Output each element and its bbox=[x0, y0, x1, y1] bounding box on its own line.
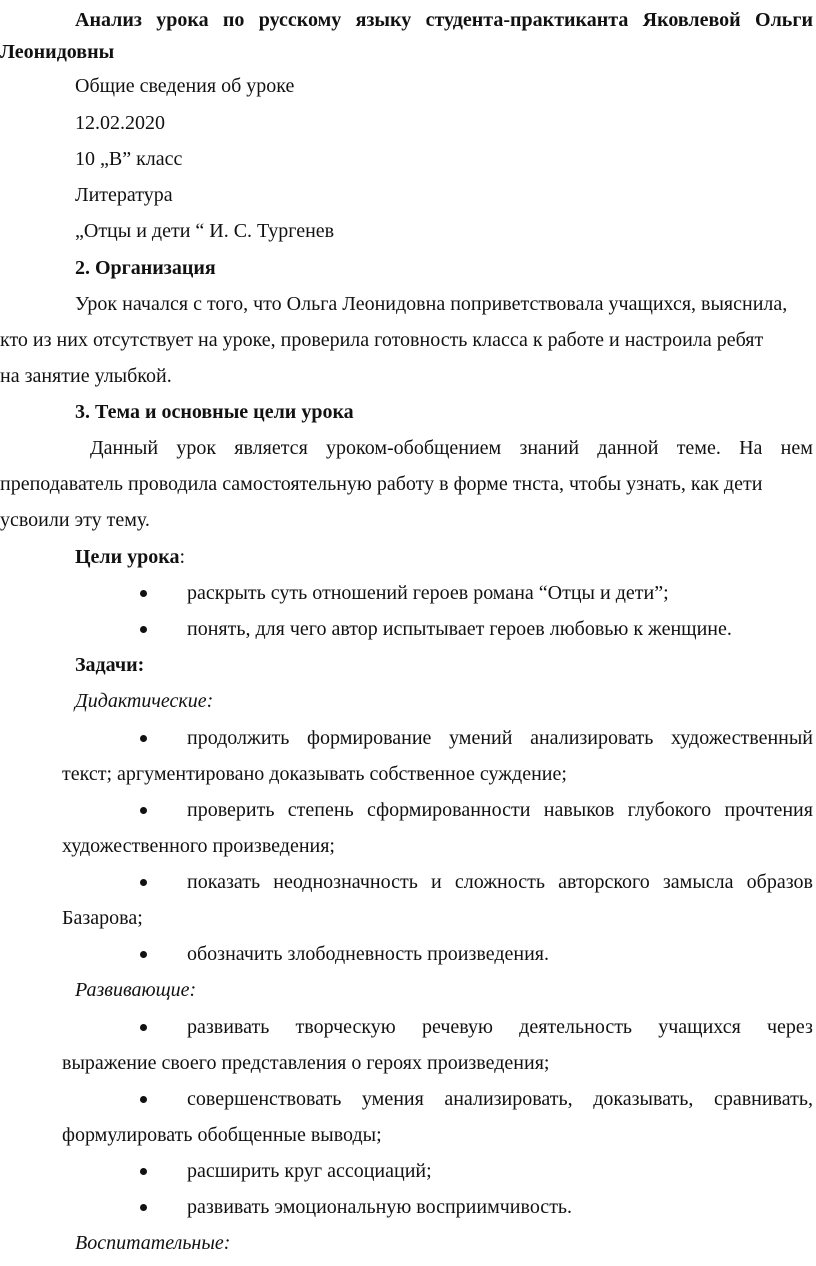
word: показать bbox=[187, 871, 261, 893]
word: данной bbox=[597, 437, 659, 459]
word: сформированности bbox=[367, 799, 531, 821]
didactic-item-3-line1 bbox=[187, 870, 813, 894]
word: продолжить bbox=[187, 727, 290, 749]
lesson-class: 10 „В” класс bbox=[75, 148, 183, 170]
bullet-icon bbox=[140, 1168, 147, 1175]
word: нем bbox=[780, 437, 813, 459]
word: доказывать, bbox=[593, 1088, 694, 1110]
developing-item-1-line1 bbox=[187, 1015, 813, 1039]
word: формирование bbox=[307, 727, 432, 749]
section3-heading: 3. Тема и основные цели урока bbox=[75, 401, 354, 423]
word: неоднозначность bbox=[273, 871, 418, 893]
word: авторского bbox=[558, 871, 650, 893]
educational-heading: Воспитательные: bbox=[75, 1232, 231, 1254]
word: совершенствовать bbox=[187, 1088, 342, 1110]
word: На bbox=[739, 437, 763, 459]
word: образов bbox=[746, 871, 813, 893]
goals-colon: : bbox=[179, 546, 186, 568]
goals-label: Цели урока bbox=[75, 546, 180, 568]
didactic-item-4-line1: обозначить злободневность произведения. bbox=[187, 943, 550, 965]
developing-item-1-line2: выражение своего представления о героях произведения; bbox=[62, 1052, 550, 1074]
didactic-item-2-line1 bbox=[187, 798, 813, 822]
word: урока bbox=[156, 9, 209, 31]
developing-item-3-line1: расширить круг ассоциаций; bbox=[187, 1160, 432, 1182]
bullet-icon bbox=[140, 1096, 147, 1103]
theme-para-line1 bbox=[90, 436, 813, 460]
word: сложность bbox=[454, 871, 545, 893]
word: и bbox=[431, 871, 442, 893]
word: Анализ bbox=[75, 9, 142, 31]
word: теме. bbox=[676, 437, 721, 459]
word: умений bbox=[449, 727, 513, 749]
developing-item-2-line2: формулировать обобщенные выводы; bbox=[62, 1124, 382, 1146]
word: прочтения bbox=[724, 799, 813, 821]
word: замысла bbox=[662, 871, 734, 893]
word: проверить bbox=[187, 799, 275, 821]
word: студента-практиканта bbox=[425, 9, 629, 31]
word: по bbox=[222, 9, 245, 31]
word: анализировать bbox=[530, 727, 654, 749]
developing-heading: Развивающие: bbox=[75, 979, 197, 1001]
word: учащихся bbox=[658, 1016, 741, 1038]
word: знаний bbox=[519, 437, 580, 459]
lesson-date: 12.02.2020 bbox=[75, 112, 165, 134]
word: деятельность bbox=[519, 1016, 633, 1038]
document-title-line1 bbox=[75, 8, 813, 32]
word: развивать bbox=[187, 1016, 270, 1038]
lesson-topic: „Отцы и дети “ И. С. Тургенев bbox=[75, 220, 335, 242]
bullet-icon bbox=[140, 951, 147, 958]
word: анализировать, bbox=[444, 1088, 573, 1110]
lesson-subject: Литература bbox=[75, 184, 173, 206]
didactic-item-2-line2: художественного произведения; bbox=[62, 835, 335, 857]
org-para-line3: на занятие улыбкой. bbox=[0, 365, 172, 387]
word: является bbox=[234, 437, 308, 459]
theme-para-line2: преподаватель проводила самостоятельную работу в форме тнста, чтобы узнать, как дети bbox=[0, 473, 763, 495]
word: Ольги bbox=[755, 9, 813, 31]
org-para-line1: Урок начался с того, что Ольга Леонидовна поприветствовала учащихся, выяснила, bbox=[75, 293, 788, 315]
bullet-icon bbox=[140, 735, 147, 742]
bullet-icon bbox=[140, 879, 147, 886]
tasks-heading: Задачи: bbox=[75, 654, 145, 676]
word: художественный bbox=[671, 727, 813, 749]
word: русскому bbox=[258, 9, 342, 31]
bullet-icon bbox=[140, 807, 147, 814]
didactic-item-1-line2: текст; аргументировано доказывать собственное суждение; bbox=[62, 763, 567, 785]
word: глубокого bbox=[627, 799, 712, 821]
word: уроком-обобщением bbox=[326, 437, 502, 459]
word: Яковлевой bbox=[642, 9, 741, 31]
bullet-icon bbox=[140, 1204, 147, 1211]
general-info-heading: Общие сведения об уроке bbox=[75, 75, 295, 97]
didactic-item-1-line1 bbox=[187, 726, 813, 750]
theme-para-line3: усвоили эту тему. bbox=[0, 509, 150, 531]
word: через bbox=[766, 1016, 813, 1038]
word: языку bbox=[355, 9, 412, 31]
goal-item-1: раскрыть суть отношений героев романа “Отцы и дети”; bbox=[187, 582, 669, 604]
developing-item-2-line1 bbox=[187, 1087, 813, 1111]
word: сравнивать, bbox=[713, 1088, 813, 1110]
word: навыков bbox=[543, 799, 615, 821]
goal-item-2: понять, для чего автор испытывает героев любовью к женщине. bbox=[187, 618, 732, 640]
word: урок bbox=[176, 437, 217, 459]
developing-item-4-line1: развивать эмоциональную восприимчивость. bbox=[187, 1196, 573, 1218]
bullet-icon bbox=[140, 590, 147, 597]
bullet-icon bbox=[140, 626, 147, 633]
document-title-line2: Леонидовны bbox=[0, 41, 115, 63]
word: речевую bbox=[421, 1016, 493, 1038]
word: творческую bbox=[295, 1016, 396, 1038]
word: умения bbox=[361, 1088, 424, 1110]
bullet-icon bbox=[140, 1024, 147, 1031]
word: степень bbox=[287, 799, 354, 821]
section2-heading: 2. Организация bbox=[75, 257, 216, 279]
didactic-item-3-line2: Базарова; bbox=[62, 907, 143, 929]
didactic-heading: Дидактические: bbox=[75, 690, 214, 712]
org-para-line2: кто из них отсутствует на уроке, проверила готовность класса к работе и настроила ребят bbox=[0, 329, 764, 351]
word: Данный bbox=[90, 437, 159, 459]
goals-heading bbox=[75, 545, 185, 569]
